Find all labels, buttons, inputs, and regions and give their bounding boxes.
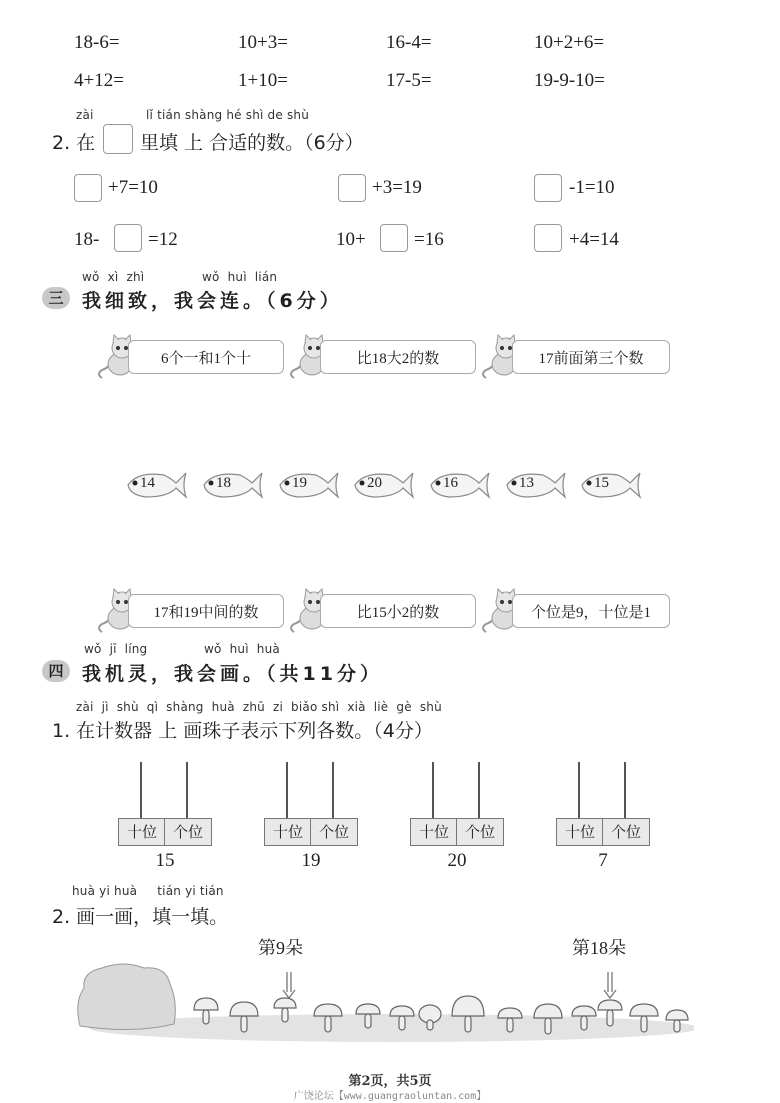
tens-label: 十位 xyxy=(410,818,458,846)
fish-item[interactable] xyxy=(351,469,415,501)
calc-item: 19-9-10= xyxy=(534,70,605,91)
cat-card-text: 比15小2的数 xyxy=(356,604,440,621)
answer-box[interactable] xyxy=(534,224,562,252)
example-blank-box xyxy=(103,124,133,154)
s4q2-title: 2. 画一画，填一填。 xyxy=(52,906,229,928)
fish-icon xyxy=(200,469,264,501)
fish-item[interactable] xyxy=(276,469,340,501)
equation-head: 10+ xyxy=(336,229,366,250)
fish-number: 20 xyxy=(367,475,382,491)
equation-tail: =16 xyxy=(414,229,444,250)
ones-label: 个位 xyxy=(602,818,650,846)
tens-rod[interactable] xyxy=(140,762,142,820)
tens-label: 十位 xyxy=(264,818,312,846)
section3-title: 我细致，我会连。（6分） xyxy=(82,290,343,312)
fish-icon xyxy=(427,469,491,501)
fish-icon xyxy=(503,469,567,501)
abacus-number: 20 xyxy=(447,850,467,871)
equation-tail: =12 xyxy=(148,229,178,250)
equation-tail: +7=10 xyxy=(108,177,158,198)
answer-box[interactable] xyxy=(74,174,102,202)
section3-pinyin-b: wǒ huì lián xyxy=(202,270,278,284)
ones-rod[interactable] xyxy=(478,762,480,820)
cat-card[interactable] xyxy=(94,334,284,380)
fish-icon xyxy=(351,469,415,501)
answer-box[interactable] xyxy=(534,174,562,202)
section3-number-badge: 三 xyxy=(42,287,70,309)
abacus[interactable] xyxy=(118,762,212,872)
fish-item[interactable] xyxy=(200,469,264,501)
cat-card[interactable] xyxy=(286,588,476,634)
cat-card-text: 比18大2的数 xyxy=(356,350,440,367)
equation-head: 18- xyxy=(74,229,100,250)
arrow-eighteenth xyxy=(604,972,616,998)
section4-title: 我机灵，我会画。（共11分） xyxy=(82,663,383,685)
cat-card-text: 个位是9，十位是1 xyxy=(530,604,651,621)
cat-card[interactable] xyxy=(286,334,476,380)
ones-rod[interactable] xyxy=(186,762,188,820)
fish-number: 15 xyxy=(594,475,609,491)
watermark: 广饶论坛【www.guangraoluntan.com】 xyxy=(293,1091,487,1102)
tens-rod[interactable] xyxy=(286,762,288,820)
ones-label: 个位 xyxy=(164,818,212,846)
fish-item[interactable] xyxy=(578,469,642,501)
q2-title: 里填 上 合适的数。（6分） xyxy=(140,132,364,154)
fish-item[interactable] xyxy=(427,469,491,501)
ones-label: 个位 xyxy=(456,818,504,846)
ones-label: 个位 xyxy=(310,818,358,846)
fish-number: 14 xyxy=(140,475,155,491)
answer-box[interactable] xyxy=(114,224,142,252)
s4q2-pinyin: huà yi huà tián yi tián xyxy=(72,884,224,898)
equation-tail: -1=10 xyxy=(569,177,615,198)
arrow-ninth xyxy=(283,972,295,998)
page-indicator: 第2页，共5页 xyxy=(348,1074,432,1089)
abacus[interactable] xyxy=(264,762,358,872)
fish-number: 19 xyxy=(292,475,307,491)
tens-rod[interactable] xyxy=(432,762,434,820)
label-eighteenth-mushroom: 第18朵 xyxy=(572,938,626,958)
fish-item[interactable] xyxy=(503,469,567,501)
abacus-number: 15 xyxy=(155,850,175,871)
tens-label: 十位 xyxy=(556,818,604,846)
cat-card[interactable] xyxy=(94,588,284,634)
fish-icon xyxy=(578,469,642,501)
equation-tail: +3=19 xyxy=(372,177,422,198)
section4-pinyin-b: wǒ huì huà xyxy=(204,642,280,656)
cat-card-text: 6个一和1个十 xyxy=(160,350,251,367)
ones-rod[interactable] xyxy=(332,762,334,820)
calc-item: 4+12= xyxy=(74,70,124,91)
fish-icon xyxy=(124,469,188,501)
s4q1-title: 1. 在计数器 上 画珠子表示下列各数。（4分） xyxy=(52,720,433,742)
section4-pinyin-a: wǒ jī líng xyxy=(84,642,148,656)
answer-box[interactable] xyxy=(338,174,366,202)
calc-item: 18-6= xyxy=(74,32,120,53)
abacus[interactable] xyxy=(556,762,650,872)
cat-card[interactable] xyxy=(478,588,670,634)
label-ninth-mushroom: 第9朵 xyxy=(258,938,303,958)
fish-item[interactable] xyxy=(124,469,188,501)
cat-card-text: 17和19中间的数 xyxy=(153,604,259,621)
answer-box[interactable] xyxy=(380,224,408,252)
abacus-number: 19 xyxy=(301,850,321,871)
section4-number-badge: 四 xyxy=(42,660,70,682)
tens-rod[interactable] xyxy=(578,762,580,820)
fish-number: 16 xyxy=(443,475,458,491)
calc-item: 10+3= xyxy=(238,32,288,53)
fish-number: 13 xyxy=(519,475,534,491)
q2-pinyin-right: lǐ tián shàng hé shì de shù xyxy=(146,108,310,122)
calc-item: 16-4= xyxy=(386,32,432,53)
section3-pinyin-a: wǒ xì zhì xyxy=(82,270,145,284)
calc-item: 17-5= xyxy=(386,70,432,91)
calc-item: 1+10= xyxy=(238,70,288,91)
calc-item: 10+2+6= xyxy=(534,32,605,53)
ones-rod[interactable] xyxy=(624,762,626,820)
cat-card-text: 17前面第三个数 xyxy=(538,350,644,367)
abacus-number: 7 xyxy=(598,850,608,871)
abacus[interactable] xyxy=(410,762,504,872)
tens-label: 十位 xyxy=(118,818,166,846)
s4q1-pinyin: zài jì shù qì shàng huà zhū zi biǎo shì xià liè gè shù xyxy=(76,700,442,714)
equation-tail: +4=14 xyxy=(569,229,619,250)
q2-pinyin-left: zài xyxy=(76,108,94,122)
mushroom-illustration xyxy=(74,962,694,1044)
fish-number: 18 xyxy=(216,475,231,491)
fish-icon xyxy=(276,469,340,501)
q2-prefix: 2. 在 xyxy=(52,132,96,154)
mushroom-scene[interactable] xyxy=(74,962,694,1044)
cat-card[interactable] xyxy=(478,334,670,380)
